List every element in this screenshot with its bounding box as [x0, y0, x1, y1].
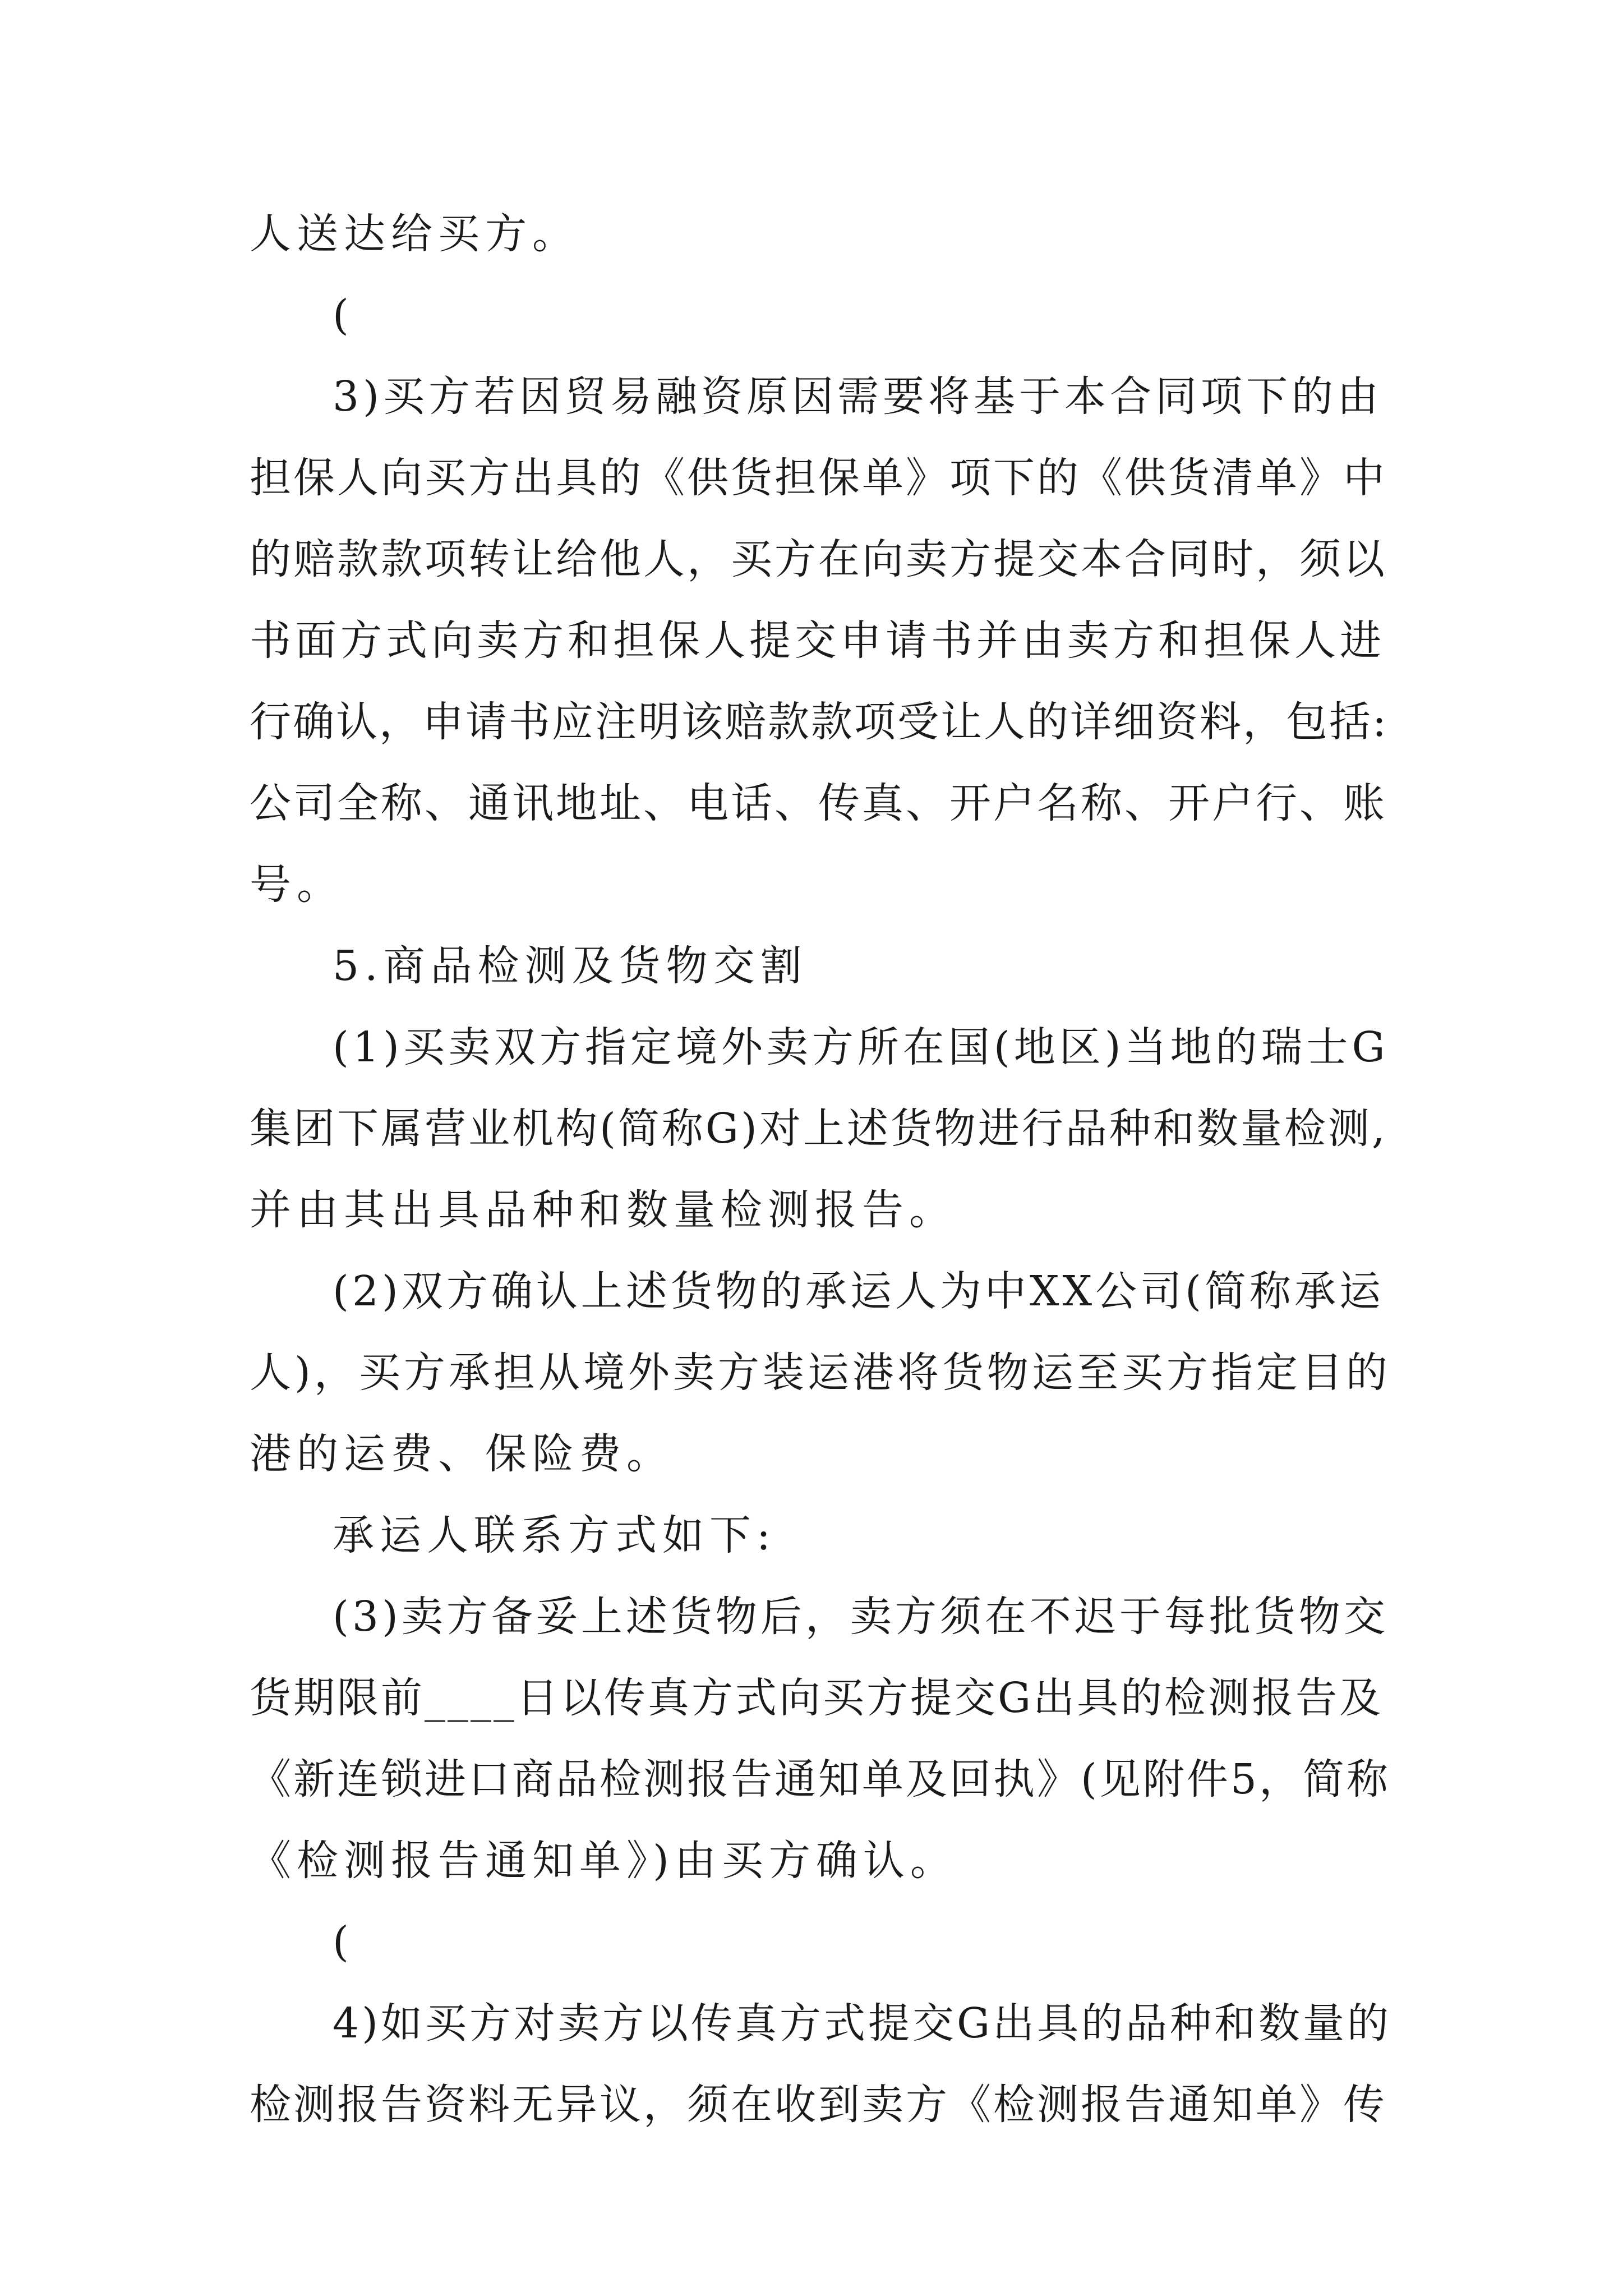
text-line: 人送达给买方。: [250, 210, 579, 258]
text-line: 货期限前____日以传真方式向买方提交G出具的检测报告及: [250, 1674, 1384, 1722]
text-line: 《新连锁进口商品检测报告通知单及回执》(见附件5，简称: [250, 1755, 1390, 1803]
text-line: 号。: [250, 861, 344, 909]
text-line: (: [333, 1918, 354, 1966]
text-line: 《检测报告通知单》)由买方确认。: [250, 1837, 957, 1885]
text-line: 的赔款款项转让给他人，买方在向卖方提交本合同时，须以: [250, 535, 1387, 583]
text-line: 承运人联系方式如下:: [333, 1511, 776, 1559]
text-line: 并由其出具品种和数量检测报告。: [250, 1186, 956, 1234]
text-line: 担保人向买方出具的《供货担保单》项下的《供货清单》中: [250, 454, 1387, 502]
text-line: 检测报告资料无异议，须在收到卖方《检测报告通知单》传: [250, 2081, 1387, 2129]
text-line: (3)卖方备妥上述货物后，卖方须在不迟于每批货物交: [333, 1593, 1389, 1641]
text-line: 人)，买方承担从境外卖方装运港将货物运至买方指定目的: [250, 1349, 1391, 1397]
section-heading: 5.商品检测及货物交割: [333, 942, 808, 990]
text-line: (1)买卖双方指定境外卖方所在国(地区)当地的瑞士G: [333, 1023, 1389, 1071]
text-line: 书面方式向卖方和担保人提交申请书并由卖方和担保人进: [250, 616, 1385, 665]
text-line: 4)如买方对卖方以传真方式提交G出具的品种和数量的: [333, 1999, 1392, 2047]
contract-body-text: [250, 194, 1394, 2146]
text-line: (: [333, 291, 354, 339]
text-line: (2)双方确认上述货物的承运人为中XX公司(简称承运: [333, 1267, 1385, 1315]
text-line: 港的运费、保险费。: [250, 1430, 674, 1478]
text-line: 集团下属营业机构(简称G)对上述货物进行品种和数量检测,: [250, 1105, 1387, 1153]
text-line: 行确认，申请书应注明该赔款款项受让人的详细资料，包括:: [250, 698, 1388, 746]
text-line: 公司全称、通讯地址、电话、传真、开户名称、开户行、账: [250, 779, 1387, 827]
text-line: 3)买方若因贸易融资原因需要将基于本合同项下的由: [333, 372, 1382, 421]
